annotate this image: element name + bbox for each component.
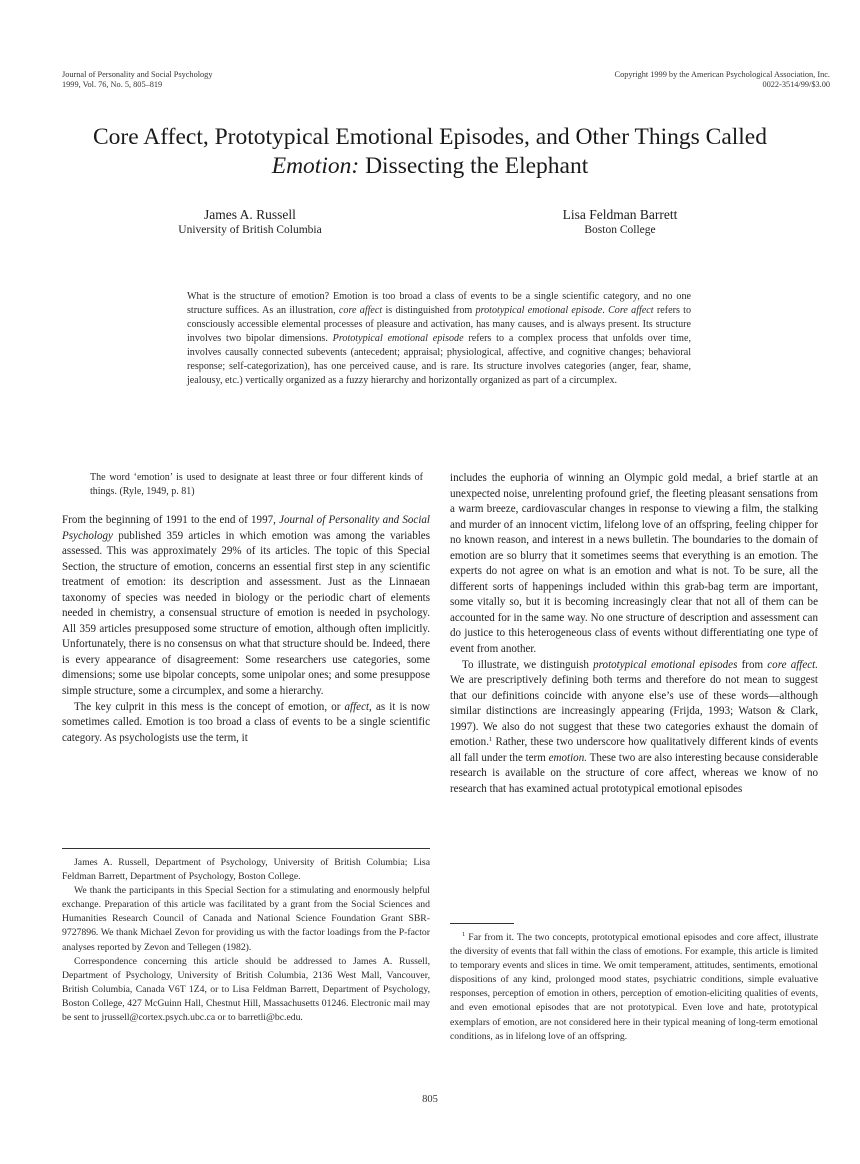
body-text: Rather, these two underscore how qualitatively different kinds of events all fall under the term — [450, 736, 818, 764]
epigraph-quote: The word ‘emotion’ is used to designate at least three or four different kinds of things. (Ryle, 1949, p. 81) — [90, 472, 423, 497]
right-column-body — [450, 471, 818, 797]
price-code: 0022-3514/99/$3.00 — [762, 79, 830, 89]
author-block-2 — [510, 207, 730, 237]
body-paragraph — [62, 513, 430, 700]
abstract-text: refers to a complex process that unfolds over time, involves causally connected subevents (antecedent; appraisal; physiological, affective, and cognitive changes; behavioral response; self-categorization), has one perceived cause, and is rare. Its structure involves categories (anger, fear, shame, jealousy, etc.) vertically organized as a fuzzy hierarchy and horizontally organized as part of a circumplex. — [187, 333, 691, 387]
author-note-correspondence: Correspondence concerning this article should be addressed to James A. Russell, Department of Psychology, University of British Columbia, 2136 West Mall, Vancouver, British Columbia, Canada V6T 1Z4, or to Lisa Feldman Barrett, Department of Psychology, Boston College, 427 McGuinn Hall, Chestnut Hill, Massachusetts 01246. Electronic mail may be sent to jrussell@cortex.psych.ubc.ca or to barretli@bc.edu. — [62, 955, 430, 1024]
abstract-text: refers to consciously accessible elemental processes of pleasure and activation, has many causes, and is always present. Its structure involves two bipolar dimensions. — [187, 305, 692, 345]
abstract-term: Core affect — [608, 305, 654, 317]
author-name: James A. Russell — [204, 207, 296, 222]
footnote-1 — [450, 931, 818, 1044]
author-block-1 — [150, 207, 350, 237]
body-term: core affect. — [767, 658, 819, 671]
body-text: These two are also interesting because considerable research is available on the structure of core affect, whereas we know of no research that has examined actual prototypical emotional episodes — [450, 751, 818, 795]
body-text: From the beginning of 1991 to the end of 1997, — [62, 514, 280, 526]
title-italic-word: Emotion: — [271, 153, 360, 179]
body-term: emotion. — [548, 751, 587, 764]
footnote-marker: 1 — [462, 931, 466, 938]
abstract-text: What is the structure of emotion? Emotion is too broad a class of events to be a single scientific category, and no one structure suffices. As an illustration, — [187, 291, 691, 317]
body-text: We are prescriptively defining both terms and therefore do not mean to suggest that our definitions coincide with anyone else’s use of these words—although similar distinctions are increasingly appearing (Frijda, 1993; Watson & Clark, 1997). We also do not suggest that these two categories exhaust the domain of emotion. — [450, 674, 818, 749]
body-text: as it is now sometimes called. Emotion is too broad a class of events to be a single scientific category. As psychologists use the term, it — [62, 700, 430, 744]
title-line-2-rest: Dissecting the Elephant — [359, 153, 589, 179]
left-column-body — [62, 513, 430, 746]
abstract-text: . — [602, 305, 609, 317]
journal-volume: 1999, Vol. 76, No. 5, 805–819 — [62, 79, 163, 89]
page-number: 805 — [422, 1094, 438, 1105]
abstract-term: core affect — [338, 305, 383, 317]
author-affiliation: Boston College — [584, 224, 656, 236]
body-text: published 359 articles in which emotion was among the variables assessed. This was approximately 29% of its articles. The topic of this Special Section, the structure of emotion, concerns an essential first step in any scientific treatment of emotion: its description and assessment. Just as the Linnaean taxonomy of species was needed in biology or the periodic chart of elements needed in chemistry, a consensual structure of emotion is needed in psychology. All 359 articles presupposed some structure of emotion, although often implicitly. Unfortunately, there is no consensus on what that structure should be. Indeed, there is every appearance of disagreement: Some researchers use categories, some dimensions; some use bipolar concepts, some unipolar ones; and some presuppose simple structure, some a circumplex, and some a hierarchy. — [62, 529, 430, 698]
author-note — [62, 856, 430, 1025]
abstract-term: prototypical emotional episode — [475, 305, 603, 317]
body-paragraph — [62, 700, 430, 747]
copyright-header — [615, 70, 830, 89]
footnote-reference[interactable]: 1 — [488, 736, 493, 744]
footnote-body: Far from it. The two concepts, prototypical emotional episodes and core affect, illustrate the diversity of events that fall within the class of emotions. For example, this article is limited to temporary events and slices in time. We omit temperament, attitudes, sentiments, emotional dispositions of any kind, prolonged mood states, psychiatric conditions, simple evaluative responses, perception of emotion in others, perception of emotion-eliciting qualities of events, and even emotional episodes that are not prototypical. Even love and hate, prototypical exemplars of emotion, are not considered here in their typical meaning of long-term emotional conditions, as in lifelong love of an offspring. — [450, 932, 818, 1042]
title-line-1: Core Affect, Prototypical Emotional Episodes, and Other Things Called — [93, 124, 767, 150]
author-name: Lisa Feldman Barrett — [562, 207, 678, 222]
abstract-text: is distinguished from — [382, 305, 476, 317]
body-paragraph: includes the euphoria of winning an Olympic gold medal, a brief startle at an unexpected noise, unrelenting profound grief, the fleeting pleasant sensations from a warm breeze, cardiovascular changes in response to viewing a film, the stalking and murder of an innocent victim, lifelong love of an offspring, feeling chipper for no known reason, and interest in a news bulletin. The boundaries to the domain of emotion are so blurry that it sometimes seems that everything is an emotion. The experts do not agree on what is an emotion and what is not. To be sure, all the different sorts of happenings included within this grab-bag term are important, some vitally so, but it is becoming increasingly clear that not all of them can be accounted for in the same way. No one structure of description and assessment can do justice to this heterogeneous class of events without differentiating one type of event from another. — [450, 472, 818, 656]
author-affiliation: University of British Columbia — [178, 224, 322, 236]
journal-name: Journal of Personality and Social Psychology — [62, 70, 213, 79]
title-line-2 — [40, 152, 820, 181]
body-term: prototypical emotional episodes — [593, 658, 738, 671]
footnote-divider — [450, 923, 514, 924]
body-text: To illustrate, we distinguish — [462, 658, 594, 671]
journal-header — [62, 70, 212, 89]
author-note-acknowledgments: We thank the participants in this Special Section for a stimulating and enormously helpful exchange. Preparation of this article was facilitated by a grant from the Social Sciences and Humanities Research Council of Canada and National Science Foundation Grant SBR-9727896. We thank Michael Zevon for providing us with the factor loadings from the P-factor analyses reported by Zevon and Tellegen (1982). — [62, 885, 430, 953]
body-term: affect, — [344, 700, 372, 713]
body-text: The key culprit in this mess is the concept of emotion, or — [74, 700, 345, 713]
body-paragraph — [450, 658, 818, 798]
footnote-text — [450, 931, 818, 1044]
paper-title — [40, 123, 820, 181]
copyright-line: Copyright 1999 by the American Psychological Association, Inc. — [614, 70, 830, 79]
journal-title-italic: Journal of Personality and Social Psychology — [62, 514, 430, 542]
footnote-divider — [62, 848, 430, 849]
abstract — [187, 290, 691, 388]
author-note-affiliations: James A. Russell, Department of Psychology, University of British Columbia; Lisa Feldman Barrett, Department of Psychology, Boston College. — [62, 857, 430, 883]
abstract-term: Prototypical emotional episode — [332, 333, 464, 345]
body-text: from — [737, 658, 768, 671]
